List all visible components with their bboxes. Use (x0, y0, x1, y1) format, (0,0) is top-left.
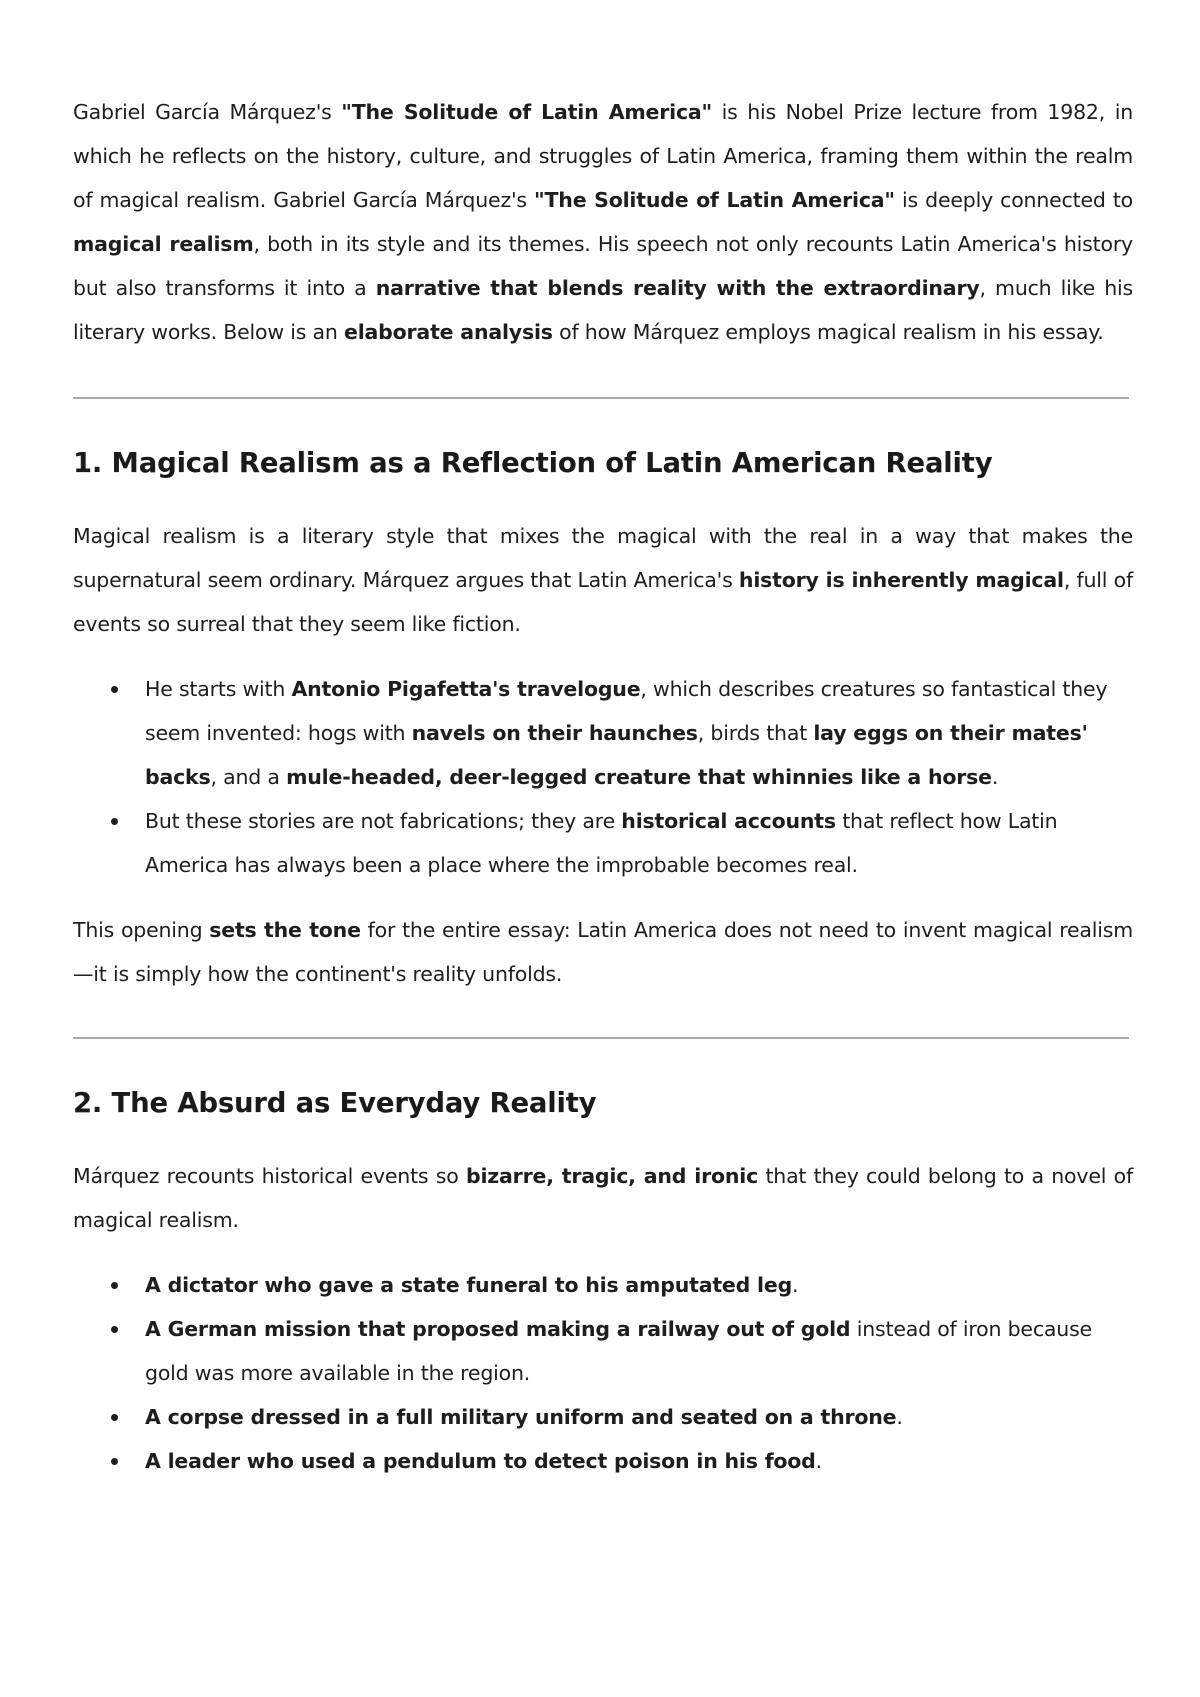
text-run: . (896, 1405, 903, 1429)
text-run: , which describes creatures so fantastical they seem invented: hogs with (145, 677, 1108, 745)
bullet-icon (111, 686, 118, 693)
text-run: This opening (73, 918, 210, 942)
text-run: Márquez recounts historical events so (73, 1164, 466, 1188)
list-item (73, 1395, 1133, 1439)
bold-term: historical accounts (621, 809, 836, 833)
section-2-heading: 2. The Absurd as Everyday Reality (73, 1087, 597, 1119)
text-run: , full of events so surreal that they seem like fiction. (73, 568, 1134, 636)
bold-term: bizarre, tragic, and ironic (466, 1164, 759, 1188)
bold-term: lay eggs on their mates' backs (145, 721, 1088, 789)
text-run: , much like his literary works. Below is an (73, 276, 1134, 344)
text-run: for the entire essay: Latin America does not need to invent magical realism—it is simply how the continent's reality unfolds. (73, 918, 1133, 986)
bullet-icon (111, 1458, 118, 1465)
text-run: of how Márquez employs magical realism in his essay. (552, 320, 1104, 344)
bullet-icon (111, 1414, 118, 1421)
bold-term: mule-headed, deer-legged creature that whinnies like a horse (286, 765, 992, 789)
text-run: is his Nobel Prize lecture from 1982, in which he reflects on the history, culture, and struggles of Latin America, framing them within the realm of magical realism. Gabriel García Márquez's (73, 100, 1133, 212)
section-divider (73, 397, 1129, 399)
bold-title: "The Solitude of Latin America" (534, 188, 895, 212)
text-run: Gabriel García Márquez's (73, 100, 342, 124)
list-item (73, 667, 1133, 799)
text-run: But these stories are not fabrications; they are (145, 809, 622, 833)
bullet-icon (111, 818, 118, 825)
text-run: , and a (210, 765, 287, 789)
text-run: . (792, 1273, 799, 1297)
bold-term: narrative that blends reality with the extraordinary (375, 276, 980, 300)
bold-title: "The Solitude of Latin America" (341, 100, 713, 124)
section-1-bullet-list (73, 667, 1133, 887)
section-divider (73, 1037, 1129, 1039)
text-run: is deeply connected to (894, 188, 1133, 212)
bold-term: magical realism (73, 232, 254, 256)
bold-term: A corpse dressed in a full military uniform and seated on a throne (145, 1405, 897, 1429)
section-1-paragraph (73, 514, 1133, 646)
section-1-closing-paragraph (73, 908, 1133, 996)
text-run: , birds that (697, 721, 814, 745)
intro-paragraph (73, 90, 1133, 354)
bullet-icon (111, 1282, 118, 1289)
text-run: He starts with (145, 677, 292, 701)
document-page (73, 90, 1133, 1483)
bold-term: Antonio Pigafetta's travelogue (291, 677, 641, 701)
bold-term: A leader who used a pendulum to detect poison in his food (145, 1449, 816, 1473)
bold-term: history is inherently magical (738, 568, 1064, 592)
text-run: . (991, 765, 999, 789)
bold-term: navels on their haunches (411, 721, 698, 745)
list-item (73, 1439, 1133, 1483)
section-2-paragraph (73, 1154, 1133, 1242)
bold-term: elaborate analysis (344, 320, 553, 344)
text-run: . (815, 1449, 822, 1473)
bold-term: sets the tone (209, 918, 361, 942)
text-run: that they could belong to a novel of magical realism. (73, 1164, 1133, 1232)
list-item (73, 799, 1133, 887)
section-1-heading: 1. Magical Realism as a Reflection of Latin American Reality (73, 447, 993, 479)
bullet-icon (111, 1326, 118, 1333)
text-run: that reflect how Latin America has always been a place where the improbable becomes real. (145, 809, 1058, 877)
section-2-bullet-list (73, 1263, 1133, 1483)
list-item (73, 1263, 1133, 1307)
text-run: instead of iron because gold was more available in the region. (145, 1317, 1092, 1385)
bold-term: A dictator who gave a state funeral to his amputated leg (145, 1273, 793, 1297)
text-run: Magical realism is a literary style that mixes the magical with the real in a way that makes the supernatural seem ordinary. Márquez argues that Latin America's (73, 524, 1133, 592)
list-item (73, 1307, 1133, 1395)
bold-term: A German mission that proposed making a railway out of gold (145, 1317, 851, 1341)
text-run: , both in its style and its themes. His speech not only recounts Latin America's history but also transforms it into a (73, 232, 1133, 300)
